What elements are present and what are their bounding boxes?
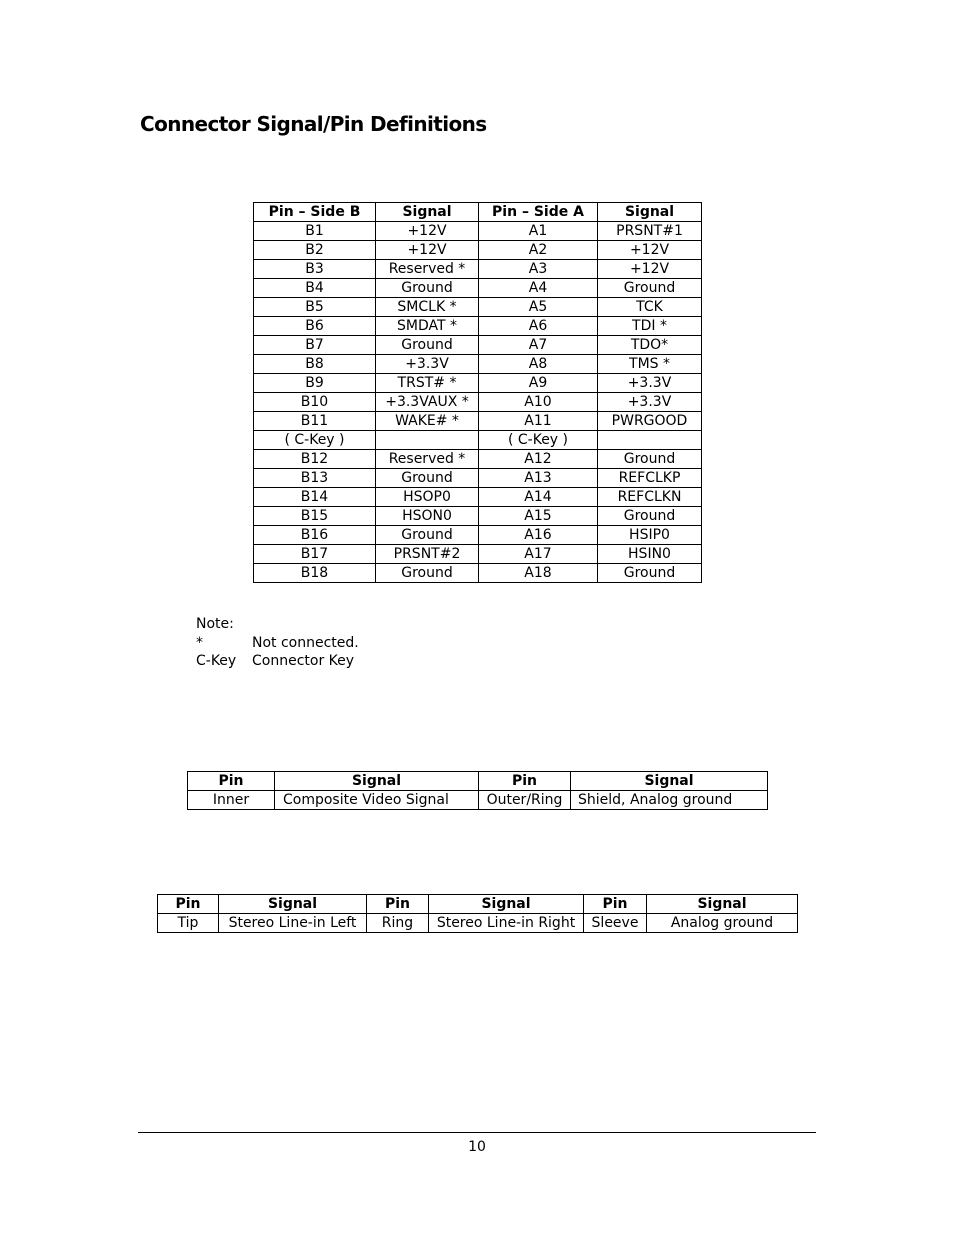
table-row bbox=[254, 488, 702, 507]
table-cell: Ring bbox=[367, 914, 429, 933]
pin-table-body bbox=[254, 222, 702, 583]
header-cell: Signal bbox=[571, 772, 768, 791]
table-cell: A7 bbox=[479, 336, 598, 355]
table-cell: ( C-Key ) bbox=[479, 431, 598, 450]
table-cell: Ground bbox=[376, 564, 479, 583]
table-cell: A1 bbox=[479, 222, 598, 241]
table-cell: Reserved * bbox=[376, 260, 479, 279]
pin-table-header bbox=[254, 203, 702, 222]
table-cell: B7 bbox=[254, 336, 376, 355]
note-block bbox=[196, 615, 359, 671]
note-item bbox=[196, 652, 359, 671]
video-connector-table bbox=[187, 771, 768, 810]
header-cell: Pin – Side A bbox=[479, 203, 598, 222]
table-cell: B4 bbox=[254, 279, 376, 298]
table-cell: REFCLKP bbox=[598, 469, 702, 488]
table-cell: A17 bbox=[479, 545, 598, 564]
table-cell: A9 bbox=[479, 374, 598, 393]
table-cell: +12V bbox=[598, 241, 702, 260]
table-cell: B17 bbox=[254, 545, 376, 564]
table-cell: +3.3V bbox=[376, 355, 479, 374]
header-cell: Signal bbox=[275, 772, 479, 791]
table-cell: Ground bbox=[376, 336, 479, 355]
table-cell: +12V bbox=[376, 222, 479, 241]
table-cell: +3.3VAUX * bbox=[376, 393, 479, 412]
table-row bbox=[254, 450, 702, 469]
table-cell: TCK bbox=[598, 298, 702, 317]
header-cell: Pin bbox=[367, 895, 429, 914]
table-cell: A5 bbox=[479, 298, 598, 317]
table-cell: Stereo Line-in Left bbox=[219, 914, 367, 933]
table-row bbox=[254, 469, 702, 488]
table-cell: A18 bbox=[479, 564, 598, 583]
table-cell: A6 bbox=[479, 317, 598, 336]
table-row bbox=[254, 317, 702, 336]
table-cell: Reserved * bbox=[376, 450, 479, 469]
table-cell: TMS * bbox=[598, 355, 702, 374]
page-title: Connector Signal/Pin Definitions bbox=[140, 112, 487, 136]
table-cell: B3 bbox=[254, 260, 376, 279]
table-row bbox=[254, 222, 702, 241]
header-cell: Signal bbox=[219, 895, 367, 914]
header-cell: Pin bbox=[158, 895, 219, 914]
table-cell: REFCLKN bbox=[598, 488, 702, 507]
table-cell: ( C-Key ) bbox=[254, 431, 376, 450]
table-cell: Inner bbox=[188, 791, 275, 810]
table-row bbox=[254, 507, 702, 526]
note-text: Not connected. bbox=[252, 634, 359, 651]
table-cell: Ground bbox=[376, 469, 479, 488]
table-cell: B16 bbox=[254, 526, 376, 545]
table-cell: A8 bbox=[479, 355, 598, 374]
table-row bbox=[254, 526, 702, 545]
note-key: * bbox=[196, 634, 203, 651]
table-cell: +3.3V bbox=[598, 393, 702, 412]
table-cell: SMDAT * bbox=[376, 317, 479, 336]
table-cell: Ground bbox=[376, 526, 479, 545]
table-cell: +12V bbox=[598, 260, 702, 279]
table-cell: HSIP0 bbox=[598, 526, 702, 545]
table-cell: A4 bbox=[479, 279, 598, 298]
table-cell: Ground bbox=[598, 564, 702, 583]
table-cell: PRSNT#1 bbox=[598, 222, 702, 241]
pin-definition-table bbox=[253, 202, 702, 583]
table-row bbox=[254, 374, 702, 393]
table-cell: B9 bbox=[254, 374, 376, 393]
header-cell: Signal bbox=[429, 895, 584, 914]
table-cell: B1 bbox=[254, 222, 376, 241]
table-cell: A15 bbox=[479, 507, 598, 526]
video-table-header bbox=[188, 772, 768, 791]
table-cell: A16 bbox=[479, 526, 598, 545]
table-cell: Outer/Ring bbox=[479, 791, 571, 810]
table-cell: Stereo Line-in Right bbox=[429, 914, 584, 933]
header-cell: Pin – Side B bbox=[254, 203, 376, 222]
audio-table-header bbox=[158, 895, 798, 914]
header-cell: Signal bbox=[376, 203, 479, 222]
table-cell: A11 bbox=[479, 412, 598, 431]
table-row bbox=[254, 279, 702, 298]
table-cell: Analog ground bbox=[647, 914, 798, 933]
table-cell: B11 bbox=[254, 412, 376, 431]
table-cell: B6 bbox=[254, 317, 376, 336]
table-row bbox=[254, 393, 702, 412]
table-row bbox=[254, 545, 702, 564]
table-cell: A10 bbox=[479, 393, 598, 412]
table-cell: B8 bbox=[254, 355, 376, 374]
table-row bbox=[254, 355, 702, 374]
note-key: C-Key bbox=[196, 653, 237, 669]
header-cell: Pin bbox=[479, 772, 571, 791]
table-cell: B10 bbox=[254, 393, 376, 412]
header-cell: Signal bbox=[647, 895, 798, 914]
table-row bbox=[254, 564, 702, 583]
table-cell: Sleeve bbox=[584, 914, 647, 933]
page-number: 10 bbox=[468, 1139, 486, 1155]
table-cell: A3 bbox=[479, 260, 598, 279]
footer-divider bbox=[138, 1132, 816, 1133]
table-row bbox=[254, 260, 702, 279]
note-item bbox=[196, 634, 359, 653]
header-cell: Signal bbox=[598, 203, 702, 222]
table-cell: Ground bbox=[598, 450, 702, 469]
table-cell: PWRGOOD bbox=[598, 412, 702, 431]
table-row bbox=[254, 336, 702, 355]
table-row bbox=[158, 914, 798, 933]
table-row bbox=[254, 241, 702, 260]
table-cell: TDI * bbox=[598, 317, 702, 336]
table-cell: A2 bbox=[479, 241, 598, 260]
table-cell: +12V bbox=[376, 241, 479, 260]
table-cell: Tip bbox=[158, 914, 219, 933]
table-cell: Ground bbox=[598, 279, 702, 298]
table-cell: WAKE# * bbox=[376, 412, 479, 431]
table-row bbox=[188, 791, 768, 810]
table-cell: HSIN0 bbox=[598, 545, 702, 564]
table-cell: TRST# * bbox=[376, 374, 479, 393]
table-cell: Shield, Analog ground bbox=[571, 791, 768, 810]
table-cell: A14 bbox=[479, 488, 598, 507]
table-cell: SMCLK * bbox=[376, 298, 479, 317]
table-cell bbox=[376, 431, 479, 450]
table-cell bbox=[598, 431, 702, 450]
header-cell: Pin bbox=[584, 895, 647, 914]
table-cell: B13 bbox=[254, 469, 376, 488]
note-heading: Note: bbox=[196, 616, 234, 632]
table-cell: B15 bbox=[254, 507, 376, 526]
table-cell: HSOP0 bbox=[376, 488, 479, 507]
table-row bbox=[254, 431, 702, 450]
table-cell: B14 bbox=[254, 488, 376, 507]
table-cell: B18 bbox=[254, 564, 376, 583]
header-cell: Pin bbox=[188, 772, 275, 791]
table-cell: A12 bbox=[479, 450, 598, 469]
table-cell: Ground bbox=[376, 279, 479, 298]
table-cell: Composite Video Signal bbox=[275, 791, 479, 810]
table-cell: Ground bbox=[598, 507, 702, 526]
audio-connector-table bbox=[157, 894, 798, 933]
table-row bbox=[254, 298, 702, 317]
table-cell: +3.3V bbox=[598, 374, 702, 393]
pin-table-header-row bbox=[254, 203, 702, 222]
table-cell: A13 bbox=[479, 469, 598, 488]
note-text: Connector Key bbox=[252, 653, 355, 669]
table-cell: B5 bbox=[254, 298, 376, 317]
table-cell: B2 bbox=[254, 241, 376, 260]
table-cell: PRSNT#2 bbox=[376, 545, 479, 564]
table-cell: TDO* bbox=[598, 336, 702, 355]
table-row bbox=[254, 412, 702, 431]
table-cell: HSON0 bbox=[376, 507, 479, 526]
table-cell: B12 bbox=[254, 450, 376, 469]
